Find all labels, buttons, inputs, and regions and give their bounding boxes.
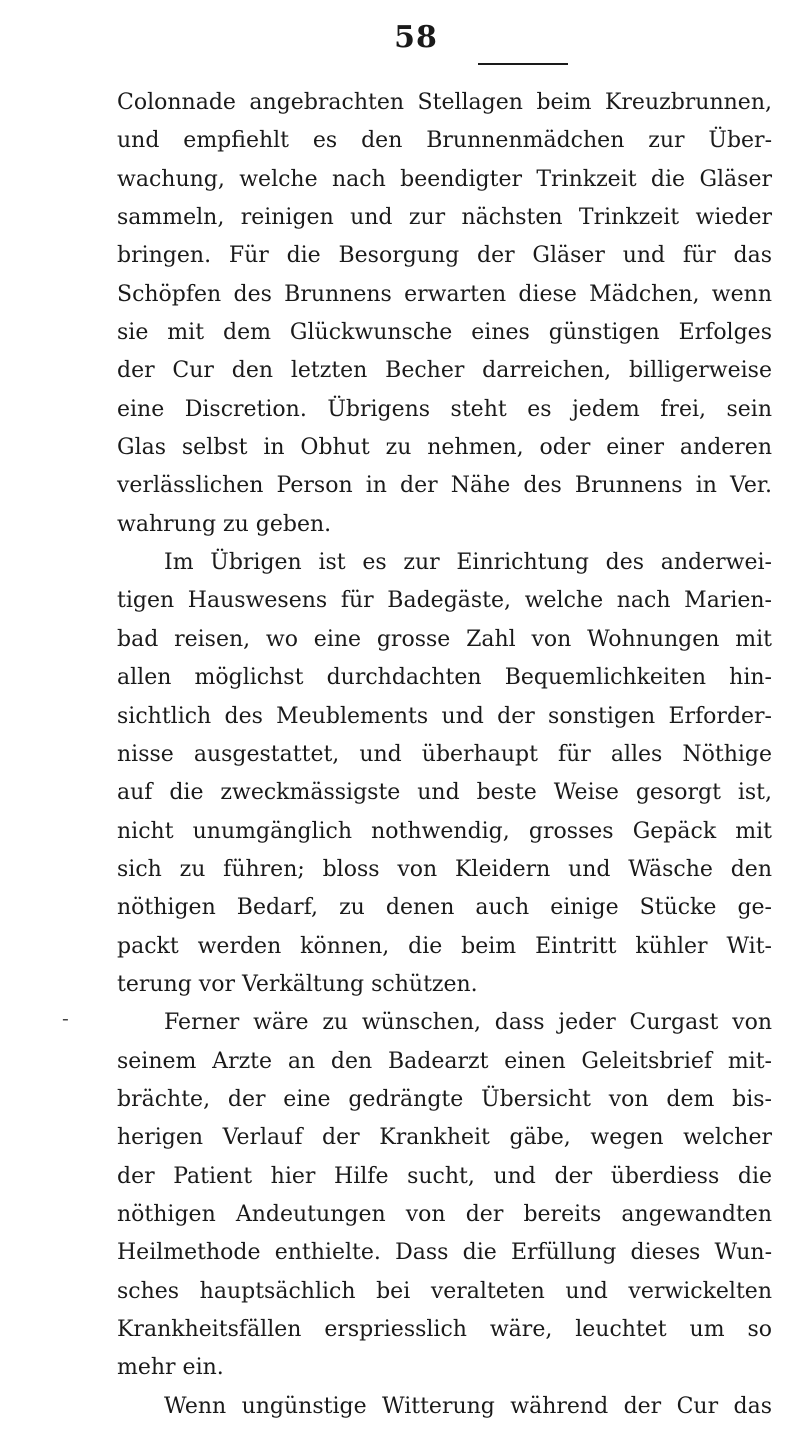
paragraph-start-line: Ferner wäre zu wünschen, dass jeder Curgast von [164,1010,772,1036]
text-line: sichtlich des Meublements und der sonstigen Erforder- [117,703,772,729]
paragraph-start-line: Wenn ungünstige Witterung während der Cur das [164,1393,772,1419]
text-line: brächte, der eine gedrängte Übersicht von dem bis- [117,1086,772,1112]
text-line: sie mit dem Glückwunsche eines günstigen Erfolges [117,320,772,346]
text-line: sammeln, reinigen und zur nächsten Trinkzeit wieder [117,205,772,231]
text-line: seinem Arzte an den Badearzt einen Geleitsbrief mit- [117,1048,772,1074]
text-line: der Cur den letzten Becher darreichen, billigerweise [117,358,772,384]
text-line: verlässlichen Person in der Nähe des Brunnens in Ver. [117,473,772,499]
page-number-rule [478,63,568,65]
body-text [117,84,772,1426]
text-line: tigen Hauswesens für Badegäste, welche nach Marien- [117,588,772,614]
text-line: nöthigen Andeutungen von der bereits angewandten [117,1201,772,1227]
margin-mark: - [62,1006,69,1030]
text-line: allen möglichst durchdachten Bequemlichkeiten hin- [117,665,772,691]
paragraph-start-line: Im Übrigen ist es zur Einrichtung des anderwei- [164,550,772,576]
text-line: Colonnade angebrachten Stellagen beim Kreuzbrunnen, [117,90,772,115]
text-line: packt werden können, die beim Eintritt kühler Wit- [117,933,772,959]
text-line: bad reisen, wo eine grosse Zahl von Wohnungen mit [117,626,772,652]
text-line: nöthigen Bedarf, zu denen auch einige Stücke ge- [117,895,772,921]
text-line: herigen Verlauf der Krankheit gäbe, wegen welcher [117,1125,772,1151]
text-line: der Patient hier Hilfe sucht, und der überdiess die [117,1163,772,1189]
text-line: und empfiehlt es den Brunnenmädchen zur Über- [117,128,772,154]
text-line: wachung, welche nach beendigter Trinkzeit die Gläser [117,166,772,192]
text-line: bringen. Für die Besorgung der Gläser und für das [117,243,772,269]
text-line: eine Discretion. Übrigens steht es jedem frei, sein [117,396,772,422]
text-line: nicht unumgänglich nothwendig, grosses Gepäck mit [117,818,772,844]
text-line: auf die zweckmässigste und beste Weise gesorgt ist, [117,780,772,806]
paragraph-end-line: wahrung zu geben. [117,511,332,537]
text-line: Krankheitsfällen erspriesslich wäre, leuchtet um so [117,1317,772,1342]
text-line: Heilmethode enthielte. Dass die Erfüllung dieses Wun- [117,1240,772,1266]
text-line: Schöpfen des Brunnens erwarten diese Mädchen, wenn [117,281,772,307]
page-number: 58 [394,20,438,55]
text-line: sches hauptsächlich bei veralteten und verwickelten [117,1278,772,1304]
text-line: sich zu führen; bloss von Kleidern und Wäsche den [117,856,772,882]
text-line: nisse ausgestattet, und überhaupt für alles Nöthige [117,741,772,767]
paragraph-end-line: mehr ein. [117,1355,224,1381]
text-line: Glas selbst in Obhut zu nehmen, oder einer anderen [117,435,772,461]
paragraph-end-line: terung vor Verkältung schützen. [117,971,478,997]
